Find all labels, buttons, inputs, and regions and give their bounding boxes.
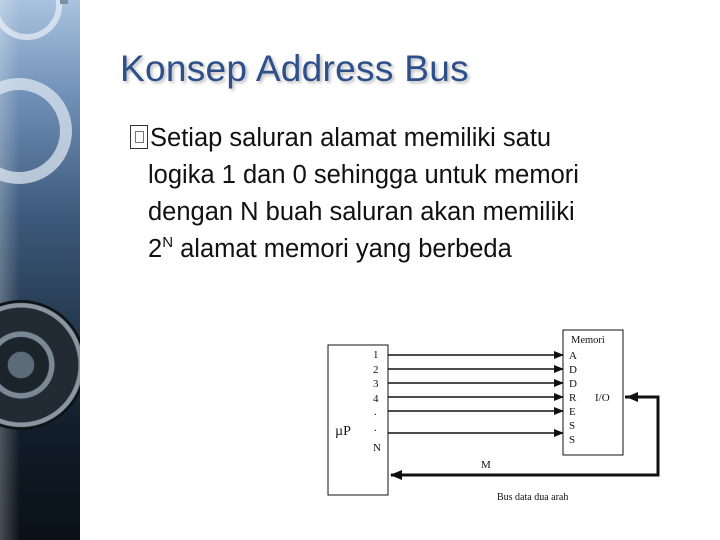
bullet-line-4-superscript: N: [162, 234, 174, 251]
memory-letter: E: [569, 406, 576, 418]
memory-letter: A: [569, 350, 577, 362]
bullet-line-4-base: 2: [148, 235, 163, 263]
memory-letter: S: [569, 434, 576, 446]
bullet-glyph-icon: [130, 125, 148, 149]
pin-label: 4: [373, 393, 379, 405]
pin-label: 1: [373, 349, 379, 361]
bus-caption: Bus data dua arah: [497, 492, 569, 503]
processor-box: [328, 345, 388, 495]
top-accent: [60, 0, 68, 4]
bullet-line-4-rest: alamat memori yang berbeda: [173, 235, 512, 263]
processor-label: µP: [335, 424, 351, 439]
slide-title: Konsep Address Bus: [120, 48, 469, 89]
memory-letter: R: [569, 392, 577, 404]
memory-letter: S: [569, 420, 576, 432]
decorative-side-image: [0, 0, 80, 540]
wheel-image: [0, 300, 80, 430]
memory-letter: D: [569, 364, 577, 376]
memory-letter: D: [569, 378, 577, 390]
bullet-line-2: logika 1 dan 0 sehingga untuk memori: [148, 161, 579, 189]
pin-label: 3: [373, 378, 379, 390]
pin-label: 2: [373, 364, 379, 376]
ring-decoration: [0, 78, 72, 184]
bullet-line-1: Setiap saluran alamat memiliki satu: [150, 124, 552, 152]
pin-label: .: [374, 422, 377, 434]
address-bus-diagram: [325, 325, 665, 505]
memory-title: Memori: [571, 335, 605, 346]
bullet-line-3: dengan N buah saluran akan memiliki: [148, 198, 575, 226]
pin-label: N: [373, 442, 381, 454]
m-label: M: [481, 459, 491, 471]
bullet-text: [130, 120, 700, 268]
ring-decoration: [0, 0, 62, 40]
pin-label: .: [374, 406, 377, 418]
io-label: I/O: [595, 392, 610, 404]
